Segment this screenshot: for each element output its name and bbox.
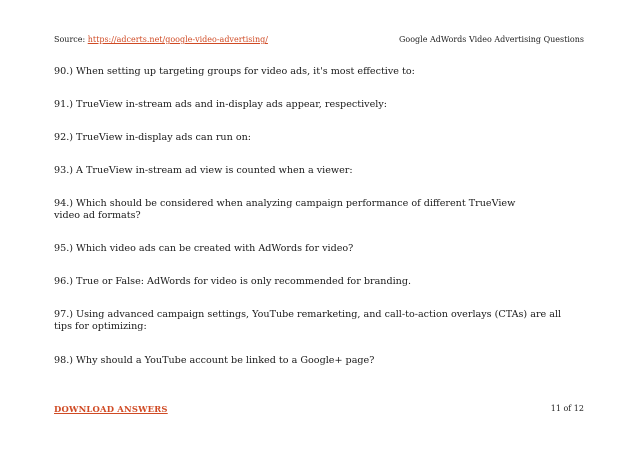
- document-title: Google AdWords Video Advertising Questions: [398, 35, 584, 44]
- source-label: Source:: [54, 35, 88, 44]
- page-header: [54, 33, 584, 47]
- question-97: 97.) Using advanced campaign settings, YouTube remarketing, and call-to-action overlays (CTAs) are all tips for optimizing:: [54, 309, 562, 332]
- question-98: 98.) Why should a YouTube account be linked to a Google+ page?: [54, 355, 375, 366]
- question-93: 93.) A TrueView in-stream ad view is counted when a viewer:: [54, 165, 353, 176]
- question-94: 94.) Which should be considered when analyzing campaign performance of different TrueView video ad formats?: [54, 198, 516, 221]
- source-link[interactable]: https://adcerts.net/google-video-advertising/: [87, 35, 268, 44]
- question-92: 92.) TrueView in-display ads can run on:: [54, 132, 252, 143]
- page-indicator: 11 of 12: [550, 404, 584, 413]
- question-96: 96.) True or False: AdWords for video is only recommended for branding.: [54, 276, 412, 287]
- question-90: 90.) When setting up targeting groups for video ads, it's most effective to:: [54, 66, 415, 77]
- question-95: 95.) Which video ads can be created with AdWords for video?: [54, 243, 354, 254]
- question-91: 91.) TrueView in-stream ads and in-display ads appear, respectively:: [54, 99, 387, 110]
- download-answers-link[interactable]: DOWNLOAD ANSWERS: [54, 404, 168, 414]
